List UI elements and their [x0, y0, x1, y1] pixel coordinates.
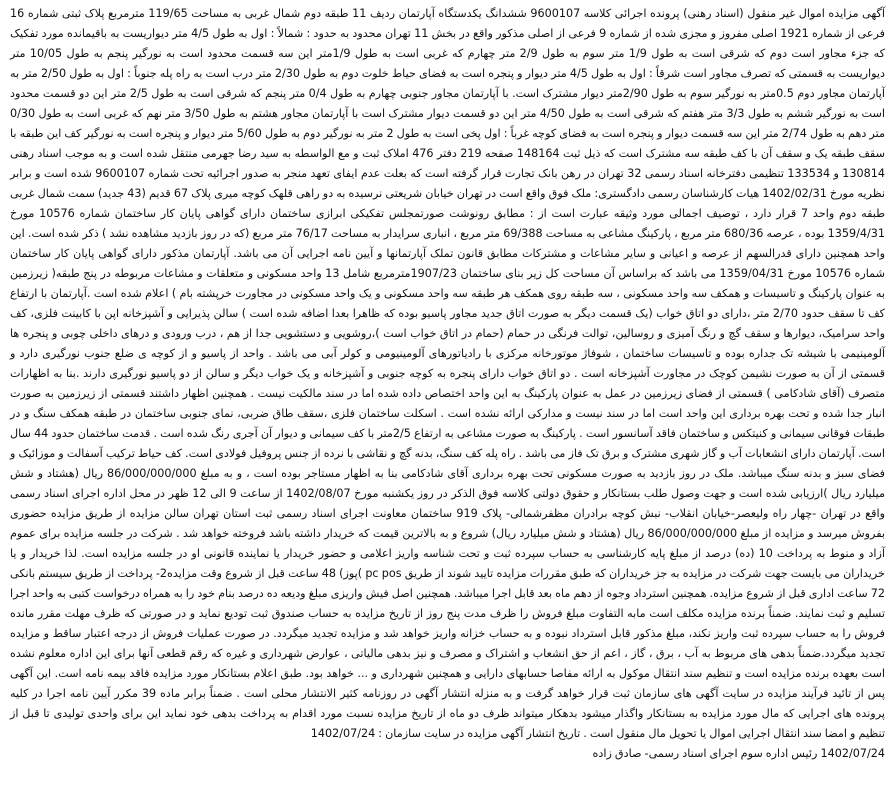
- notice-signature-line: 1402/07/24 رئیس اداره سوم اجرای اسناد رسمی- صادق زاده: [592, 747, 885, 760]
- notice-body-text: آگهی مزایده اموال غیر منقول (اسناد رهنی) پرونده اجرائی کلاسه 9600107 ششدانگ یکدستگاه آپارتمان ردیف 11 طبقه دوم شمال غربی به مساحت 119/65 مترمربع پلاک ثبتی شماره 16 فرعی از شماره 1921 اصلی مفروز و مجزی شده از شماره 9 فرعی از اصلی مذکور واقع در بخش 11 تهران محدود به حدود : شمالاً : اول به طول 4/5 متر دیواریست به باقیمانده مورد تفکیک که جزء مجاور است دوم که شرقی است به طول 1/9 متر سوم به طول 2/9 متر چهارم که غربی است به طول 1/9متر این سه قسمت محدود است به نورگیر پنجم به طول 10/05 متر دیواریست به قسمتی که تصرف مجاور است شرقاً : اول به طول 4/5 متر دیوار و پنجره است به فضای حیاط خلوت دوم به طول 2/30 متر درب است به راه پله جنوباً : اول به طول 2/50 متر به آپارتمان مجاور دوم 0.5متر به نورگیر سوم به طول 2/90متر دیوار مشترک است. با آپارتمان مجاور جنوبی چهارم به طول 0/4 متر پنجم که شرقی است به طول 2/5 متر این دو قسمت محدود است به نورگیر ششم به طول 3/3 متر هفتم که شرقی است به طول 4/50 متر این دو قسمت دیوار مشترک است با آپارتمان مجاور هشتم به طول 3/50 متر نهم که غربی است به طول 0/30 متر دهم به طول 2/74 متر این سه قسمت دیوار و پنجره است به فضای کوچه غرباً : اول پخی است به طول 2 متر به نورگیر دوم به طول 5/60 متر دیوار و پنجره است به نورگیر کف این طبقه با سقف طبقه یک و سقف آن با کف طبقه سه مشترک است که ذیل ثبت 148164 صفحه 219 دفتر 476 املاک ثبت و مع الواسطه به سید رضا جهرمی منتقل شده است و به موجب اسناد رهنی 130814 و 133534 تنظیمی دفترخانه اسناد رسمی 32 تهران در رهن بانک تجارت قرار گرفته است که بعلت عدم ایفای تعهد منجر به صدور اجرائیه تحت شماره 9600107 شده است و برابر نظریه مورخ 1402/02/31 هیات کارشناسان رسمی دادگستری: ملک فوق واقع است در تهران خیابان شریعتی نرسیده به دو راهی قلهک کوچه میری پلاک 67 قدیم (43 جدید) سمت شمال غربی طبقه دوم واحد 7 قرار دارد ، توصیف اجمالی مورد وثیقه عبارت است از : مطابق رونوشت صورتمجلس تفکیکی ابرازی ساختمان دارای گواهی پایان کار ساختمان شماره 10576 مورخ 1359/4/31 بوده ، عرصه 680/36 متر مربع ، پارکینگ مشاعی به مساحت 69/388 متر مربع ، انباری سرایدار به مساحت 76/17 متر مربع (که در روز بازدید مشاهده نشد ) ذکر شده است. این واحد همچنین دارای قدرالسهم از عرصه و اعیانی و سایر مشاعات و مشترکات مطابق قانون تملک آپارتمانها و آیین نامه اجرایی آن می باشد. آپارتمان مذکور دارای گواهی پایان کار ساختمان شماره 10576 مورخ 1359/04/31 می باشد که براساس آن مساحت کل زیر بنای ساختمان 1907/23مترمربع شامل 13 واحد مسکونی و متعلقات و مشاعات مربوطه در پنج طبقه( زیرزمین به عنوان پارکینگ و تاسیسات و همکف سه واحد مسکونی ، سه طبقه روی همکف هر طبقه سه واحد مسکونی و یک واحد مسکونی در مجاورت خرپشته بام ) اعلام شده است .آپارتمان با ارتفاع کف تا سقف حدود 2/70 متر ،دارای دو اتاق خواب (یک قسمت دیگر به صورت اتاق جدید مجاور پاسیو بوده که ظاهرا بعدا اضافه شده است ) سالن پذیرایی و آشپزخانه اپن با کابینت فلزی، کف واحد سرامیک، دیوارها و سقف گچ و رنگ آمیزی و روسالین، توالت فرنگی در حمام (حمام در اتاق خواب است )،روشویی و دستشویی جدا از هم ، درب ورودی و درهای داخلی چوبی و پنجره ها آلومینیمی با شیشه تک جداره بوده و تاسیسات ساختمان ، شوفاژ موتورخانه مرکزی با رادیاتورهای آلومینیومی و کولر آبی می باشد . واحد از پاسیو و از کوچه ی ضلع جنوب نورگیری دارد و قسمتی از آن به صورت نشیمن کوچک در مجاورت آشپزخانه است . دو اتاق خواب دارای پنجره به کوچه جنوبی و آشپزخانه و یک خواب دیگر و سالن از دو پاسیو نورگیری دارند .بنا به اظهارات متصرف (آقای شادکامی ) قسمتی از فضای زیرزمین در عمل به عنوان پارکینگ به این واحد اختصاص داده شده اما در سند مالکیت نیست . همچنین اظهار داشتند قسمتی از زیرزمین به صورت انبار جدا شده و تحت بهره برداری این واحد است اما در سند نیست و مدارکی ارائه نشده است . اسکلت ساختمان فلزی ،سقف طاق ضربی، نمای جنوبی ساختمان در طبقه همکف سنگ و در طبقات فوقانی سیمانی و کنیتکس و ساختمان فاقد آسانسور است . پارکینگ به صورت مشاعی به ارتفاع 2/5متر با کف سیمانی و دیوار آن آجری رنگ شده است . قدمت ساختمان حدود 44 سال است. آپارتمان دارای انشعابات آب و گاز شهری مشترک و برق تک فاز می باشد . راه پله کف سنگ، بدنه گچ و نقاشی با نرده از جنس پروفیل فولادی است. کف حیاط ترکیب آسفالت و موزائیک و فضای سبز و بدنه سنگ میباشد. ملک در روز بازدید به صورت مسکونی تحت بهره برداری آقای شادکامی بنا به اظهار مستاجر بوده است ، و به مبلغ 86/000/000/000 ریال (هشتاد و شش میلیارد ریال )ارزیابی شده است و جهت وصول طلب بستانکار و حقوق دولتی کلاسه فوق الذکر در روز یکشنبه مورخ 1402/08/07 از ساعت 9 الی 12 ظهر در محل اداره اجرای اسناد رسمی واقع در تهران -چهار راه ولیعصر-خیابان انقلاب- نبش کوچه برادران مظفرشمالی- پلاک 919 ساختمان معاونت اجرای اسناد رسمی ثبت استان تهران سالن مزایده از طریق مزایده حضوری بفروش میرسد و مزایده از مبلغ 86/000/000/000 ریال (هشتاد و شش میلیارد ریال) شروع و به بالاترین قیمت که خریدار داشته باشد فروخته خواهد شد . شرکت در جلسه مزایده برای عموم آزاد و منوط به پرداخت 10 (ده) درصد از مبلغ پایه کارشناسی به حساب سپرده ثبت و تحت شناسه واریز اعلامی و حضور خریدار یا نماینده قانونی او در جلسه مزایده است. لذا خریدار و یا خریداران می بایست جهت شرکت در مزایده به جز خریداران که طبق مقررات مزایده تایید شوند از طریق pc pos )پوز) 48 ساعت قبل از شروع وقت مزایده2- پرداخت از طریق سیستم بانکی 72 ساعت اداری قبل از شروع مزایده. همچنین استرداد وجوه از دهم ماه بعد قابل اجرا میباشد. همچنین اصل فیش واریزی مبلغ ودیعه ده درصد بنام خود را به همراه درخواست کتبی به واحد اجرا تسلیم و ثبت نمایند. ضمناً برنده مزایده مکلف است مابه التفاوت مبلغ فروش را ظرف مدت پنج روز از تاریخ مزایده به حساب صندوق ثبت تودیع نماید و در صورتی که ظرف مهلت مقرر مانده فروش را به حساب سپرده ثبت واریز نکند، مبلغ مذکور قابل استرداد نبوده و به حساب خزانه واریز خواهد شد و مزایده تجدید میگردد. در صورت عملیات فروش از درجه اعتبار ساقط و مزایده تجدید میگردد.ضمناً بدهی های مربوط به آب ، برق ، گاز ، اعم از حق انشعاب و اشتراک و مصرف و نیز بدهی مالیاتی ، عوارض شهرداری و غیره که رقم قطعی آنها برای این اداره معلوم نشده است بعهده برنده مزایده است و تنظیم سند انتقال موکول به ارائه مفاصا حسابهای دارایی و همچنین شهرداری و ... خواهد بود. طبق اعلام بستانکار مورد مزایده فاقد بیمه نامه است. این آگهی پس از تائید فرآیند مزایده در سایت آگهی های سازمان ثبت قرار خواهد گرفت و به منزله انتشار آگهی در روزنامه کثیر الانتشار محلی است . ضمناً برابر ماده 39 مکرر آیین نامه اجرا در کلیه پرونده های اجرایی که مال مورد مزایده به بستانکار واگذار میشود بدهکار میتواند ظرف دو ماه از تاریخ مزایده نسبت مورد اقدام به پرداخت بدهی خود نماید این برای واحدی تولیدی تا قبل از تنظیم و امضا سند انتقال اجرایی اموال یا تحویل مال منقول است . تاریخ انتشار آگهی مزایده در سایت سازمان : 1402/07/24: [10, 7, 886, 740]
